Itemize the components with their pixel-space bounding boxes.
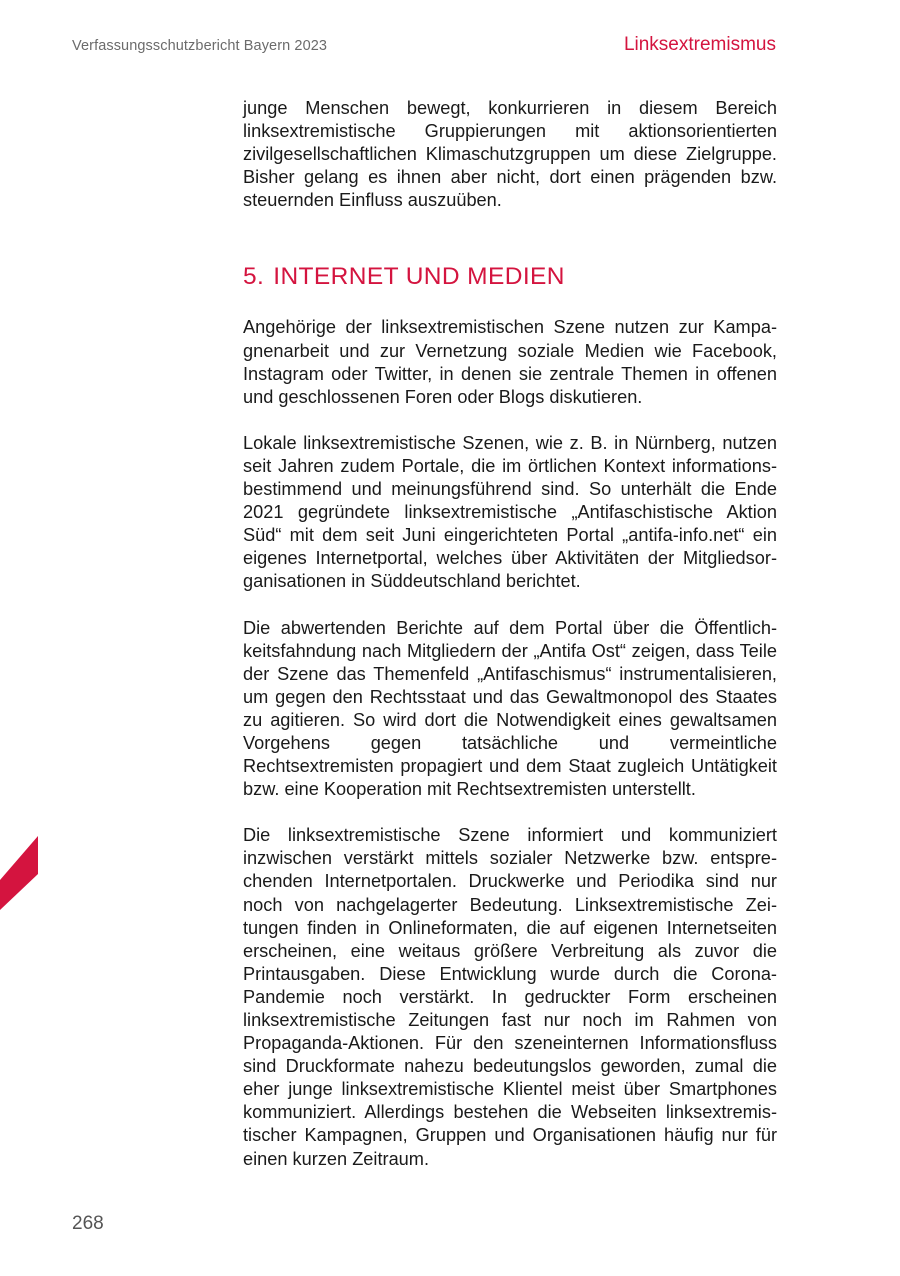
chapter-marker-tab [0, 836, 38, 910]
section-heading [243, 262, 777, 292]
page-number: 268 [72, 1213, 104, 1234]
running-header-title: Verfassungsschutzbericht Bayern 2023 [72, 38, 328, 54]
section-paragraph-3: Die abwertenden Berichte auf dem Portal über die Öffentlichkeitsfahndung nach Mitgliedern der „Antifa Ost“ zeigen, dass Teile der Szene das Themenfeld „Antifaschismus“ instrumentalisieren, um gegen den Rechtsstaat und das Gewaltmonopol des Staates zu agitieren. So wird dort die Notwendigkeit eines gewaltsamen Vorgehens gegen tatsächliche und vermeintliche Rechtsextremisten propagiert und dem Staat zugleich Untätigkeit bzw. eine Kooperation mit Rechtsextremisten unterstellt. [243, 617, 777, 800]
section-paragraph-2: Lokale linksextremistische Szenen, wie z. B. in Nürnberg, nutzen seit Jahren zudem Portale, die im örtlichen Kontext informationsbestimmend und meinungsführend sind. So unterhält die Ende 2021 gegründete linksextremistische „Antifaschistische Aktion Süd“ mit dem seit Juni eingerichteten Portal „antifa-info.net“ ein eigenes Internetportal, welches über Aktivitäten der Mitgliedsorganisationen in Süddeutschland berichtet. [243, 432, 777, 592]
chapter-marker-shape [0, 836, 38, 910]
main-content [243, 97, 777, 1171]
section-paragraph-4: Die linksextremistische Szene informiert und kommuniziert inzwischen verstärkt mittels sozialer Netzwerke bzw. entsprechenden Internetportalen. Druckwerke und Periodika sind nur noch von nachgelagerter Bedeutung. Linksextremistische Zeitungen finden in Onlineformaten, die auf eigenen Internetseiten erscheinen, eine weitaus größere Verbreitung als zuvor die Printausgaben. Diese Entwicklung wurde durch die Corona-Pandemie noch verstärkt. In gedruckter Form erscheinen linksextremistische Zeitungen fast nur noch im Rahmen von Propaganda-Aktionen. Für den szeneinternen Informationsfluss sind Druckformate nahezu bedeutungslos geworden, zumal die eher junge linksextremistische Klientel meist über Smartphones kommuniziert. Allerdings bestehen die Webseiten linksextremistischer Kampagnen, Gruppen und Organisationen häufig nur für einen kurzen Zeitraum. [243, 825, 777, 1169]
section-number: 5. [243, 263, 265, 291]
section-title: INTERNET UND MEDIEN [273, 263, 565, 291]
section-paragraph-1: Angehörige der linksextremistischen Szene nutzen zur Kampagnenarbeit und zur Vernetzung soziale Medien wie Facebook, Instagram oder Twitter, in denen sie zentrale Themen in offenen und geschlossenen Foren oder Blogs diskutieren. [243, 317, 777, 407]
intro-paragraph: junge Menschen bewegt, konkurrieren in diesem Bereich linksextremistische Gruppierungen mit aktionsorientierten zivilgesellschaftlichen Klimaschutzgruppen um diese Zielgruppe. Bisher gelang es ihnen aber nicht, dort einen prägenden bzw. steuernden Einfluss auszuüben. [243, 98, 777, 211]
running-header-chapter: Linksextremismus [623, 34, 776, 55]
